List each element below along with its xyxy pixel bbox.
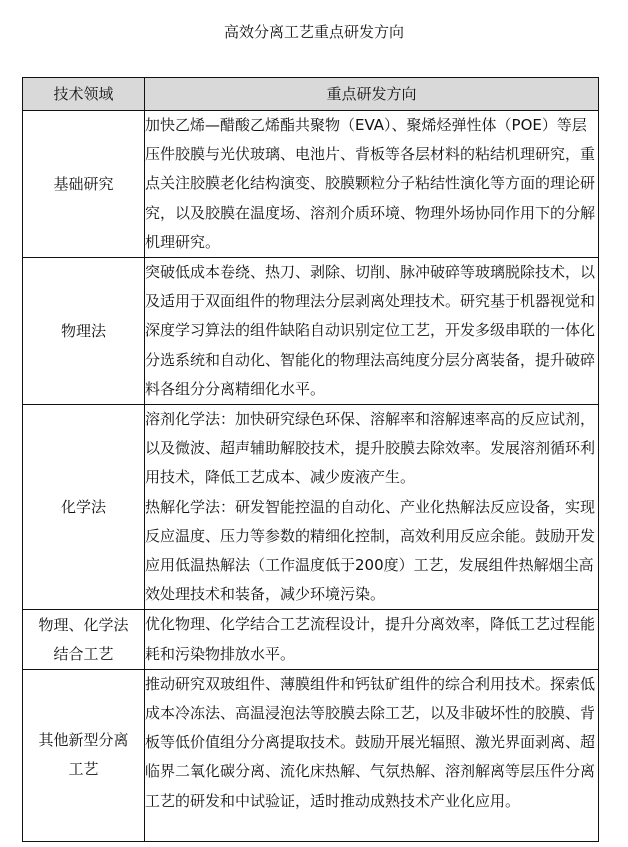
direction-text: 优化物理、化学结合工艺流程设计，提升分离效率，降低工艺过程能耗和污染物排放水平。 xyxy=(145,615,596,663)
table-row xyxy=(23,111,599,258)
direction-cell xyxy=(145,669,599,841)
field-cell: 化学法 xyxy=(23,405,145,610)
rd-directions-table xyxy=(22,77,599,842)
document-title: 高效分离工艺重点研发方向 xyxy=(223,23,404,41)
direction-cell xyxy=(145,111,599,258)
table-row xyxy=(23,610,599,669)
direction-text-solvent: 溶剂化学法：加快研究绿色环保、溶解率和溶解速率高的反应试剂，以及微波、超声辅助解胶技术，提升胶膜去除效率。发展溶剂循环利用技术，降低工艺成本、减少废液产生。 xyxy=(145,410,596,487)
field-line: 物理、化学法 xyxy=(38,615,129,634)
table-row xyxy=(23,669,599,841)
direction-text: 突破低成本卷绕、热刀、剥除、切削、脉冲破碎等玻璃脱除技术，以及适用于双面组件的物理法分层剥离处理技术。研究基于机器视觉和深度学习算法的组件缺陷自动识别定位工艺，开发多级串联的一体化分选系统和自动化、智能化的物理法高纯度分层分离装备，提升破碎料各组分分离精细化水平。 xyxy=(145,263,596,398)
direction-text: 推动研究双玻组件、薄膜组件和钙钛矿组件的综合利用技术。探索低成本冷冻法、高温浸泡法等胶膜去除工艺，以及非破坏性的胶膜、背板等低价值组分分离提取技术。鼓励开展光辐照、激光界面剥离、超临界二氧化碳分离、流化床热解、气氛热解、溶剂解离等层压件分离工艺的研发和中试验证，适时推动成熟技术产业化应用。 xyxy=(145,674,596,810)
field-cell xyxy=(23,610,145,669)
direction-cell xyxy=(145,258,599,405)
field-cell: 基础研究 xyxy=(23,111,145,258)
direction-cell xyxy=(145,610,599,669)
field-line: 其他新型分离 xyxy=(38,731,129,750)
field-cell xyxy=(23,669,145,841)
table-header-row xyxy=(23,78,599,111)
field-cell: 物理法 xyxy=(23,258,145,405)
direction-cell xyxy=(145,405,599,610)
header-key-directions: 重点研发方向 xyxy=(145,78,599,111)
header-tech-field: 技术领域 xyxy=(23,78,145,111)
field-line: 结合工艺 xyxy=(53,644,114,663)
field-line: 工艺 xyxy=(68,760,99,779)
table-row xyxy=(23,258,599,405)
direction-text-pyrolysis: 热解化学法：研发智能控温的自动化、产业化热解法反应设备，实现反应温度、压力等参数的精细化控制，高效利用反应余能。鼓励开发应用低温热解法（工作温度低于200度）工艺，发展组件热解烟尘高效处理技术和装备，减少环境污染。 xyxy=(145,497,596,604)
direction-text: 加快乙烯—醋酸乙烯酯共聚物（EVA）、聚烯烃弹性体（POE）等层压件胶膜与光伏玻璃、电池片、背板等各层材料的粘结机理研究，重点关注胶膜老化结构演变、胶膜颗粒分子粘结性演化等方面的理论研究，以及胶膜在温度场、溶剂介质环境、物理外场协同作用下的分解机理研究。 xyxy=(145,116,596,251)
table-row xyxy=(23,405,599,610)
